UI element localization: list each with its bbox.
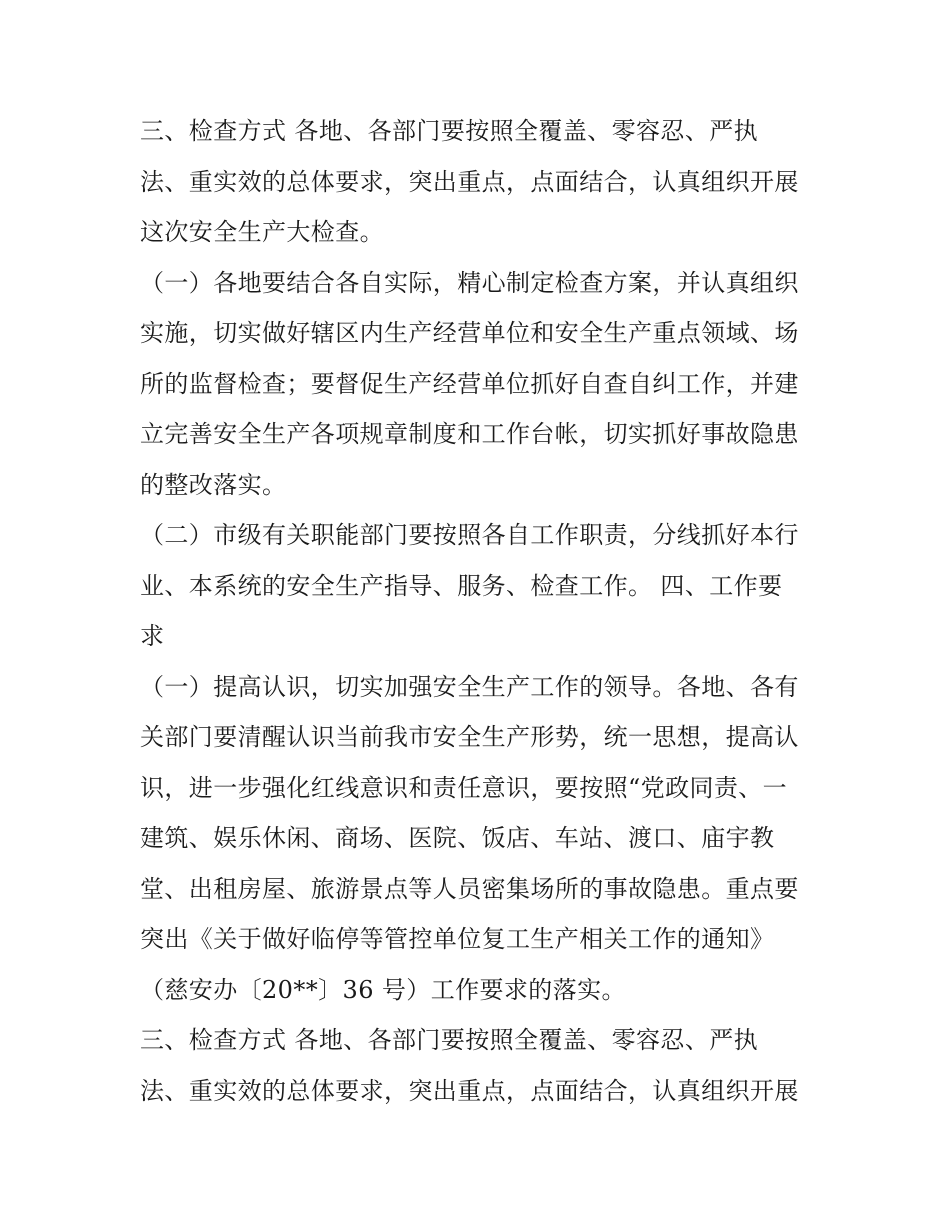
- text-line: 实施，切实做好辖区内生产经营单位和安全生产重点领域、场: [140, 319, 799, 347]
- text-line: 关部门要清醒认识当前我市安全生产形势，统一思想，提高认: [140, 723, 799, 751]
- text-line: 堂、出租房屋、旅游景点等人员密集场所的事故隐患。重点要: [140, 874, 799, 903]
- text-line: （慈安办〔20**〕36 号）工作要求的落实。: [140, 975, 626, 1004]
- text-line: 立完善安全生产各项规章制度和工作台帐，切实抓好事故隐患: [140, 420, 799, 448]
- text-line: 法、重实效的总体要求，突出重点，点面结合，认真组织开展: [140, 167, 799, 196]
- text-line: 三、检查方式 各地、各部门要按照全覆盖、零容忍、严执: [140, 1026, 759, 1054]
- text-line: 业、本系统的安全生产指导、服务、检查工作。 四、工作要: [140, 571, 783, 600]
- text-line: （二）市级有关职能部门要按照各自工作职责，分线抓好本行: [140, 521, 799, 549]
- document-body: [140, 106, 820, 1116]
- text-line: 所的监督检查；要督促生产经营单位抓好自查自纠工作，并建: [140, 369, 799, 398]
- text-line: 法、重实效的总体要求，突出重点，点面结合，认真组织开展: [140, 1076, 799, 1105]
- text-line: （一）提高认识，切实加强安全生产工作的领导。各地、各有: [140, 672, 799, 701]
- text-line: 求: [140, 622, 165, 650]
- text-line: 三、检查方式 各地、各部门要按照全覆盖、零容忍、严执: [140, 117, 759, 145]
- text-line: 识，进一步强化红线意识和责任意识，要按照“党政同责、一: [140, 773, 788, 802]
- text-line: （一）各地要结合各自实际，精心制定检查方案，并认真组织: [140, 268, 799, 297]
- text-line: 建筑、娱乐休闲、商场、医院、饭店、车站、渡口、庙宇教: [140, 824, 775, 852]
- text-line: 这次安全生产大检查。: [140, 218, 384, 246]
- text-line: 突出《关于做好临停等管控单位复工生产相关工作的通知》: [140, 925, 775, 953]
- text-line: 的整改落实。: [140, 470, 287, 499]
